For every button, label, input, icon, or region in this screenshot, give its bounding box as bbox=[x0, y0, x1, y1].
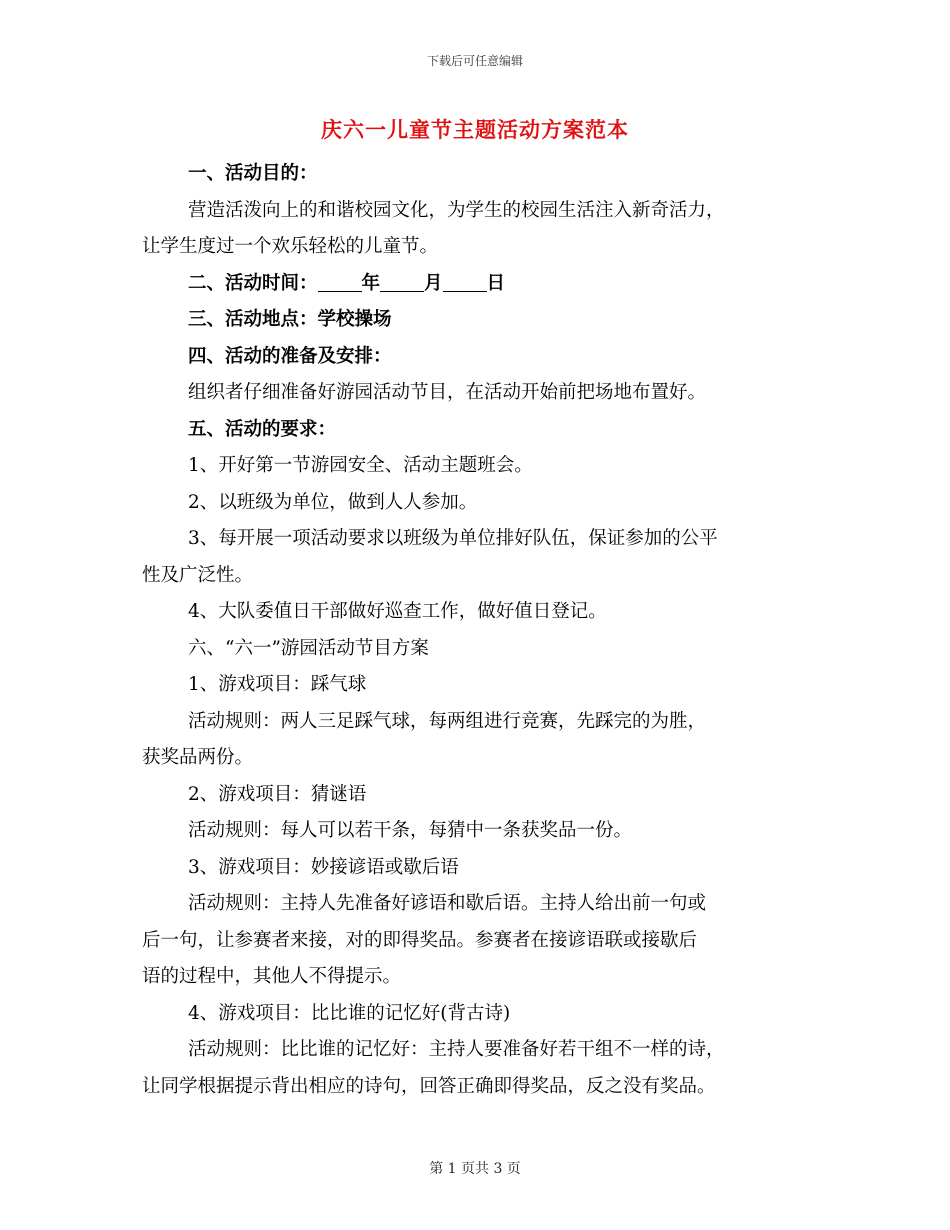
paragraph-line: 让学生度过一个欢乐轻松的儿童节。 bbox=[142, 236, 439, 257]
blank-underline bbox=[318, 271, 362, 292]
section-heading-requirements: 五、活动的要求： bbox=[188, 418, 337, 440]
game-rule-line: 活动规则：主持人先准备好谚语和歇后语。主持人给出前一句或 bbox=[188, 893, 707, 914]
game-title: 1、游戏项目：踩气球 bbox=[188, 674, 367, 695]
paragraph-line: 组织者仔细准备好游园活动节目，在活动开始前把场地布置好。 bbox=[188, 382, 707, 403]
game-title: 3、游戏项目：妙接谚语或歇后语 bbox=[188, 856, 459, 878]
list-item: 4、大队委值日干部做好巡查工作，做好值日登记。 bbox=[188, 601, 607, 622]
blank-underline bbox=[380, 271, 424, 292]
game-title: 2、游戏项目：猜谜语 bbox=[188, 783, 367, 805]
game-rule-line: 获奖品两份。 bbox=[142, 747, 254, 768]
section-heading-time bbox=[142, 266, 814, 303]
month-label: 月 bbox=[424, 272, 443, 294]
document-body bbox=[142, 156, 814, 1105]
time-label: 二、活动时间： bbox=[188, 272, 318, 294]
section-heading-preparation: 四、活动的准备及安排： bbox=[188, 345, 392, 367]
game-rule-line: 活动规则：两人三足踩气球，每两组进行竞赛，先踩完的为胜， bbox=[188, 710, 707, 732]
list-item: 1、开好第一节游园安全、活动主题班会。 bbox=[188, 455, 533, 476]
game-rule-line: 活动规则：每人可以若干条，每猜中一条获奖品一份。 bbox=[188, 820, 633, 841]
blank-underline bbox=[443, 271, 487, 292]
page-header: 下载后可任意编辑 bbox=[426, 54, 523, 68]
list-item: 3、每开展一项活动要求以班级为单位排好队伍，保证参加的公平 bbox=[188, 528, 718, 549]
section-heading-program: 六、“六一”游园活动节目方案 bbox=[188, 637, 429, 659]
list-item-continuation: 性及广泛性。 bbox=[142, 564, 254, 586]
game-title: 4、游戏项目：比比谁的记忆好(背古诗) bbox=[188, 1002, 511, 1024]
document-title: 庆六一儿童节主题活动方案范本 bbox=[321, 117, 629, 142]
game-rule-line: 让同学根据提示背出相应的诗句，回答正确即得奖品，反之没有奖品。 bbox=[142, 1075, 716, 1097]
game-rule-line: 后一句，让参赛者来接，对的即得奖品。参赛者在接谚语联或接歇后 bbox=[142, 929, 698, 951]
day-label: 日 bbox=[486, 272, 506, 294]
year-label: 年 bbox=[361, 272, 381, 294]
page-footer: 第 1 页共 3 页 bbox=[429, 1161, 521, 1177]
game-rule-line: 活动规则：比比谁的记忆好：主持人要准备好若干组不一样的诗， bbox=[188, 1039, 725, 1060]
section-heading-purpose: 一、活动目的： bbox=[188, 163, 318, 184]
list-item: 2、以班级为单位，做到人人参加。 bbox=[188, 491, 478, 513]
game-rule-line: 语的过程中，其他人不得提示。 bbox=[142, 966, 402, 987]
section-heading-location: 三、活动地点：学校操场 bbox=[188, 309, 392, 330]
paragraph-line: 营造活泼向上的和谐校园文化，为学生的校园生活注入新奇活力， bbox=[188, 199, 725, 221]
